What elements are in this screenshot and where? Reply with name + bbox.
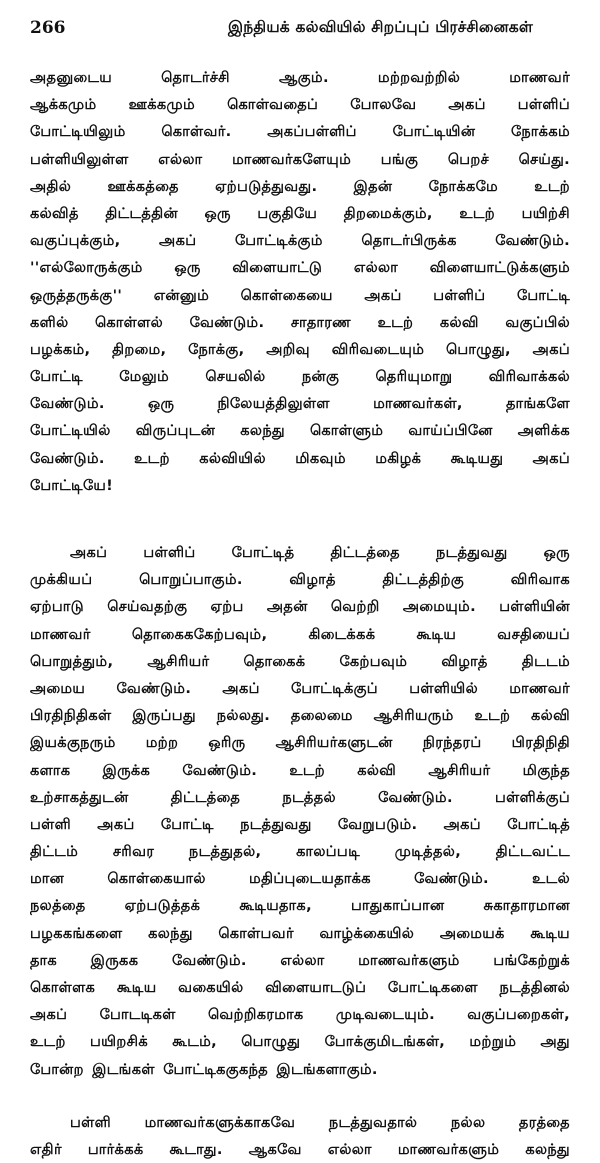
- text-line: போட்டியில் விருப்புடன் கலந்து கொள்ளும் வாய்ப்பினே அளிக்க: [30, 422, 570, 440]
- text-line: அகப் போடடிகள் வெற்றிகரமாக முடிவடையும். வகுப்பறைகள்,: [30, 1006, 570, 1024]
- text-line: உற்சாகத்துடன் திட்டத்தை நடத்தல் வேண்டும். பள்ளிக்குப்: [30, 788, 570, 806]
- paragraph-1: [30, 64, 570, 499]
- text-line: போன்ற இடங்கள் போட்டிககுகந்த இடங்களாகும்.: [30, 1060, 378, 1078]
- text-line: போட்டியே!: [30, 476, 114, 494]
- text-line: போட்டி மேலும் செயலில் நன்கு தெரியுமாறு விரிவாக்கல்: [30, 368, 570, 386]
- text-line: பள்ளி மாணவர்களுக்காகவே நடத்துவதால் நல்ல தரத்தை: [70, 1113, 570, 1131]
- text-line: அகப் பள்ளிப் போட்டித் திட்டத்தை நடத்துவது ஒரு: [70, 544, 570, 561]
- paragraph-3: [30, 1109, 570, 1163]
- text-line: பிரதிநிதிகள் இருப்பது நல்லது. தலைமை ஆசிரியரும் உடற் கல்வி: [30, 707, 570, 725]
- text-line: பள்ளி அகப் போட்டி நடத்துவது வேறுபடும். அகப் போட்டித்: [30, 815, 570, 833]
- text-line: பள்ளியிலுள்ள எல்லா மாணவர்களேயும் பங்கு பெறச் செய்து.: [30, 150, 570, 168]
- text-line: உடற் பயிறசிக் கூடம், பொழுது போக்குமிடங்கள், மற்றும் அது: [30, 1033, 570, 1051]
- text-line: வேண்டும். உடற் கல்வியில் மிகவும் மகிழக் கூடியது அகப்: [30, 449, 570, 467]
- page-header: [30, 14, 570, 44]
- text-line: களாக இருக்க வேண்டும். உடற் கல்வி ஆசிரியர் மிகுந்த: [30, 761, 570, 779]
- text-line: ஒருத்தருக்கு'' என்னும் கொள்கையை அகப் பள்ளிப் போட்டி: [30, 286, 570, 304]
- text-line: பழககங்களை கலந்து கொள்பவர் வாழ்க்கையில் அமையக் கூடிய: [30, 924, 570, 942]
- text-line: எதிர் பார்க்கக் கூடாது. ஆகவே எல்லா மாணவர்களும் கலந்து: [30, 1140, 570, 1158]
- text-line: போட்டியிலும் கொள்வர். அகப்பள்ளிப் போட்டியின் நோக்கம்: [30, 123, 570, 141]
- text-line: ஏற்பாடு செய்வதற்கு ஏற்ப அதன் வெற்றி அமையும். பள்ளியின்: [30, 598, 570, 616]
- text-line: அமைய வேண்டும். அகப் போட்டிக்குப் பள்ளியில் மாணவர்: [30, 679, 570, 697]
- text-line: பொறுத்தும், ஆசிரியர் தொகைக் கேற்பவும் விழாத் திடடம்: [30, 652, 570, 670]
- running-title: இந்தியக் கல்வியில் சிறப்புப் பிரச்சினைகள்: [228, 18, 534, 36]
- text-line: ஆக்கமும் ஊக்கமும் கொள்வதைப் போலவே அகப் பள்ளிப்: [30, 96, 570, 114]
- text-line: பழக்கம், திறமை, நோக்கு, அறிவு விரிவடையும் பொழுது, அகப்: [30, 340, 570, 358]
- page-number: 266: [30, 18, 66, 38]
- paragraph-gap: [30, 1083, 570, 1109]
- text-line: கல்வித் திட்டத்தின் ஒரு பகுதியே திறமைக்கும், உடற் பயிற்சி: [30, 204, 570, 222]
- text-line: முக்கியப் பொறுப்பாகும். விழாத் திட்டத்திற்கு விரிவாக: [30, 571, 570, 589]
- text-line: ''எல்லோருக்கும் ஒரு விளையாட்டு எல்லா விளையாட்டுக்களும்: [30, 259, 570, 277]
- text-line: தாக இருகக வேண்டும். எல்லா மாணவர்களும் பங்கேற்றுக்: [30, 951, 570, 969]
- text-line: கொள்ளக கூடிய வகையில் விளையாடடுப் போட்டிகளை நடத்தினல்: [30, 979, 570, 996]
- text-line: வகுப்புக்கும், அகப் போட்டிக்கும் தொடர்பிருக்க வேண்டும்.: [30, 232, 570, 250]
- text-line: மான கொள்கையால் மதிப்புடையதாக்க வேண்டும். உடல்: [30, 870, 570, 888]
- text-line: வேண்டும். ஒரு நிலேயத்திலுள்ள மாணவர்கள், தாங்களே: [30, 395, 570, 413]
- text-line: நலத்தை ஏற்படுத்தக் கூடியதாக, பாதுகாப்பான சுகாதாரமான: [30, 897, 570, 915]
- paragraph-2: [30, 539, 570, 1083]
- text-line: மாணவர் தொகைககேற்பவும், கிடைக்கக் கூடிய வசதியைப்: [30, 625, 570, 643]
- text-line: இயக்குநரும் மற்ற ஒரிரு ஆசிரியர்களுடன் நிரந்தரப் பிரதிநிதி: [30, 734, 570, 752]
- text-line: அதனுடைய தொடர்ச்சி ஆகும். மற்றவற்றில் மாணவர்: [30, 69, 570, 86]
- body-text: [30, 64, 570, 1163]
- text-line: களில் கொள்ளல் வேண்டும். சாதாரண உடற் கல்வி வகுப்பில்: [30, 313, 570, 331]
- paragraph-gap: [30, 499, 570, 539]
- text-line: அதில் ஊக்கத்தை ஏற்படுத்துவது. இதன் நோக்கமே உடற்: [30, 177, 570, 195]
- text-line: திட்டம் சரிவர நடத்துதல், காலப்படி முடித்தல், திட்டவட்ட: [30, 843, 570, 861]
